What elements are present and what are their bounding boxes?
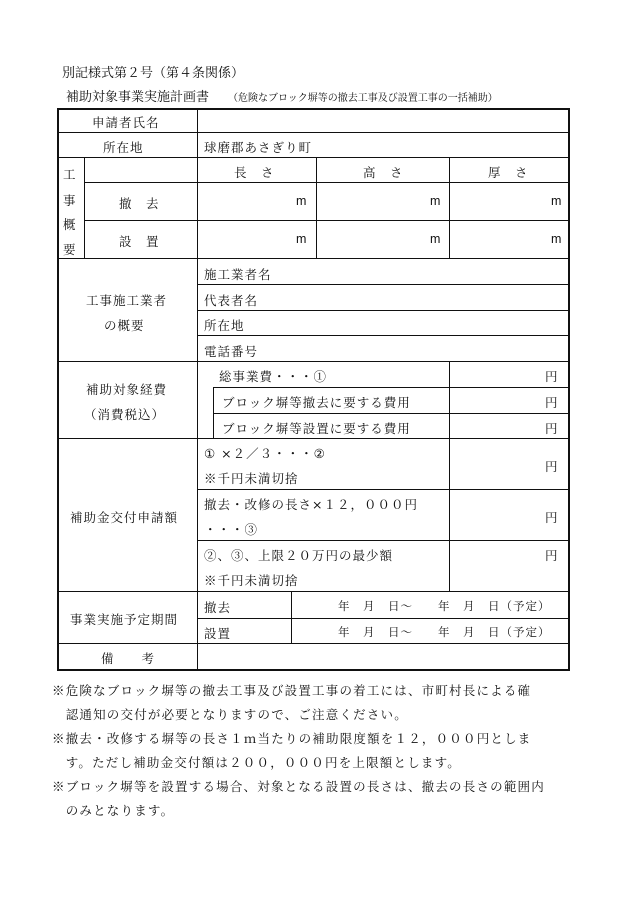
applicant-name-label: 申請者氏名 <box>92 115 160 130</box>
note-3-line-2: のみとなります。 <box>52 803 175 818</box>
install-cost-label: ブロック塀等設置に要する費用 <box>222 421 411 436</box>
install-label: 設 置 <box>119 234 160 249</box>
form-number: 別記様式第２号（第４条関係） <box>62 66 245 81</box>
grant-row2-line1: 撤去・改修の長さ×１２，０００円 <box>204 497 418 512</box>
cost-tax-note: （消費税込） <box>84 407 166 422</box>
removal-cost-yen[interactable]: 円 <box>545 395 559 410</box>
contractor-address-field[interactable]: 所在地 <box>204 318 245 333</box>
schedule-install-dates[interactable]: 年 月 日～ 年 月 日（予定） <box>338 625 551 639</box>
grant-row1-yen[interactable]: 円 <box>545 459 559 474</box>
total-cost-label: 総事業費・・・① <box>219 369 328 384</box>
removal-height-unit[interactable]: m <box>430 194 442 208</box>
form-subtitle: （危険なブロック塀等の撤去工事及び設置工事の一括補助） <box>228 93 498 104</box>
total-cost-yen[interactable]: 円 <box>545 369 559 384</box>
contractor-label: 工事施工業者 <box>86 293 168 308</box>
schedule-removal-label: 撤去 <box>204 600 232 615</box>
install-length-unit[interactable]: m <box>296 232 308 246</box>
work-summary-char-4: 要 <box>63 242 77 257</box>
work-summary-char-3: 概 <box>63 217 77 232</box>
note-2-line-1: ※撤去・改修する塀等の長さ１ｍ当たりの補助限度額を１２，０００円としま <box>52 731 532 746</box>
schedule-install-label: 設置 <box>204 626 232 641</box>
grant-label: 補助金交付申請額 <box>70 510 179 525</box>
removal-label: 撤 去 <box>119 196 160 211</box>
removal-length-unit[interactable]: m <box>296 194 308 208</box>
contractor-label-sub: の概要 <box>104 318 145 333</box>
contractor-representative-field[interactable]: 代表者名 <box>204 293 259 308</box>
grant-row1-line1: ① ×２／３・・・② <box>204 446 326 461</box>
height-header: 高 さ <box>363 165 404 180</box>
note-1-line-2: 認通知の交付が必要となりますので、ご注意ください。 <box>52 707 408 722</box>
grant-row2-yen[interactable]: 円 <box>545 510 559 525</box>
note-2-line-2: す。ただし補助金交付額は２００，０００円を上限額とします。 <box>52 755 462 770</box>
work-summary-char-2: 事 <box>63 193 77 208</box>
location-value[interactable]: 球磨郡あさぎり町 <box>204 140 313 155</box>
work-summary-char-1: 工 <box>63 167 77 182</box>
grant-row3-line1: ②、③、上限２０万円の最少額 <box>204 548 394 563</box>
thickness-header: 厚 さ <box>488 165 529 180</box>
contractor-company-field[interactable]: 施工業者名 <box>204 267 272 282</box>
location-label: 所在地 <box>103 140 144 155</box>
length-header: 長 さ <box>234 165 275 180</box>
note-1-line-1: ※危険なブロック塀等の撤去工事及び設置工事の着工には、市町村長による確 <box>52 683 532 698</box>
form-title: 補助対象事業実施計画書 <box>66 90 210 105</box>
note-3-line-1: ※ブロック塀等を設置する場合、対象となる設置の長さは、撤去の長さの範囲内 <box>52 779 545 794</box>
schedule-label: 事業実施予定期間 <box>70 612 179 627</box>
remarks-label: 備 考 <box>101 651 156 666</box>
cost-label: 補助対象経費 <box>86 382 168 397</box>
removal-cost-label: ブロック塀等撤去に要する費用 <box>222 395 411 410</box>
install-cost-yen[interactable]: 円 <box>545 421 559 436</box>
install-thickness-unit[interactable]: m <box>551 232 563 246</box>
contractor-phone-field[interactable]: 電話番号 <box>204 344 259 359</box>
grant-row2-line2: ・・・③ <box>204 522 259 537</box>
removal-thickness-unit[interactable]: m <box>551 194 563 208</box>
grant-row3-yen[interactable]: 円 <box>545 548 559 563</box>
grant-row3-line2: ※千円未満切捨 <box>204 573 299 588</box>
install-height-unit[interactable]: m <box>430 232 442 246</box>
schedule-removal-dates[interactable]: 年 月 日～ 年 月 日（予定） <box>338 599 551 613</box>
grant-row1-line2: ※千円未満切捨 <box>204 471 299 486</box>
